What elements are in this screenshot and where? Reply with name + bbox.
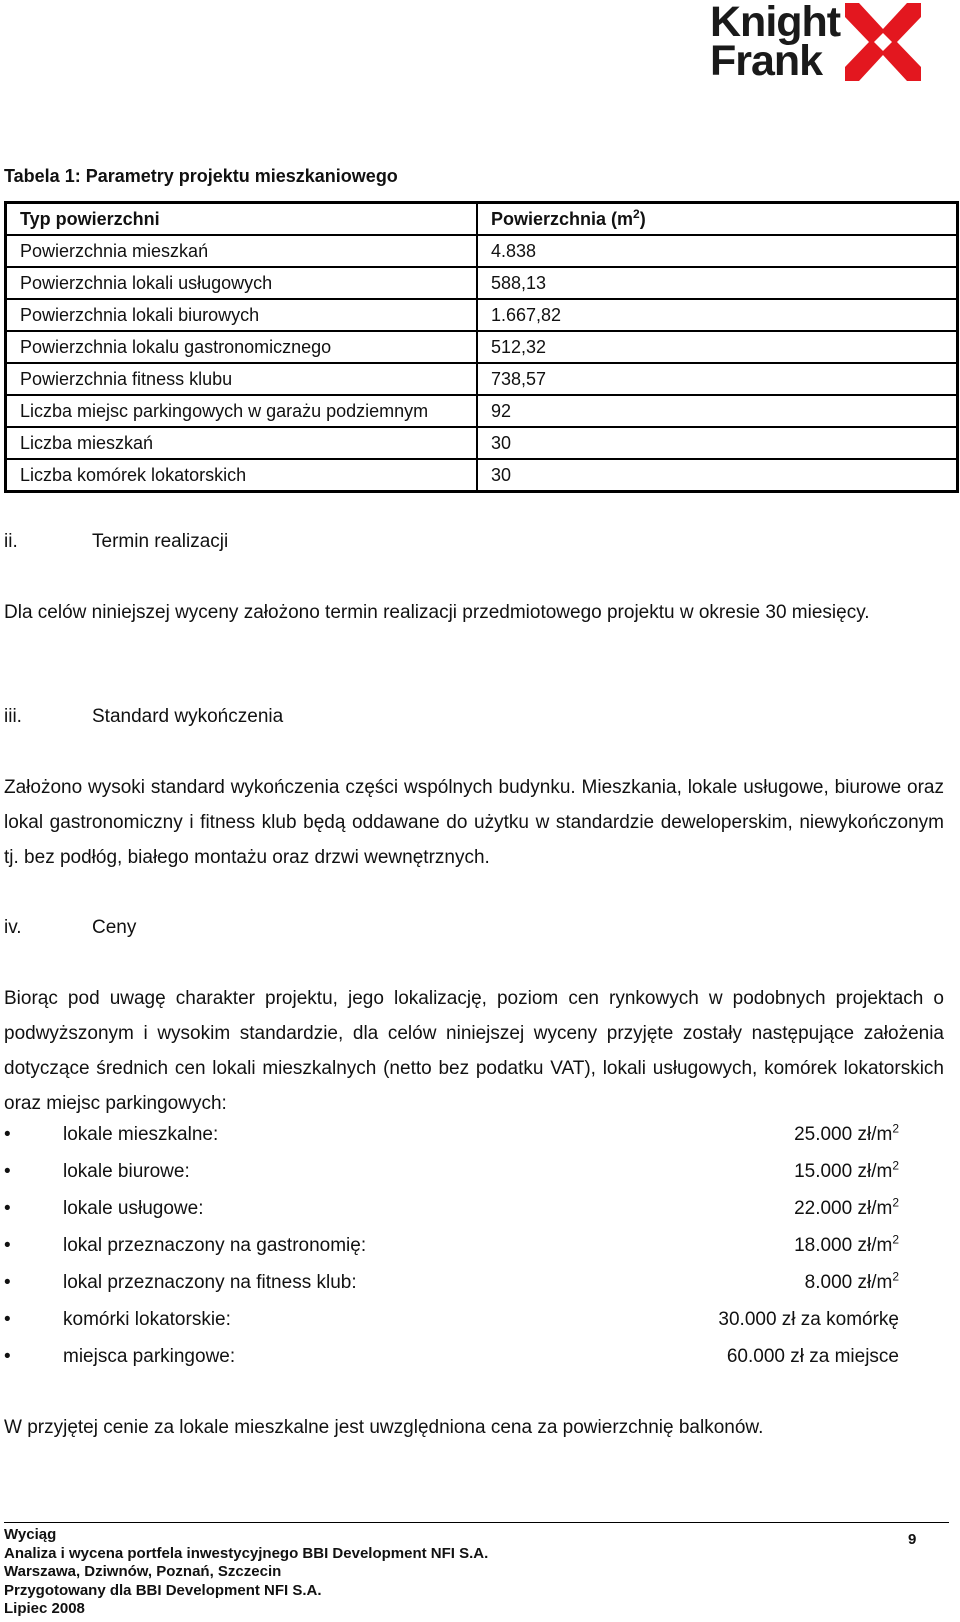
table-row — [6, 459, 958, 492]
table-cell-value: 588,13 — [477, 267, 958, 299]
section-number: iii. — [4, 706, 22, 727]
table-cell-label: Powierzchnia mieszkań — [6, 235, 478, 267]
table-cell-label: Liczba miejsc parkingowych w garażu podziemnym — [6, 395, 478, 427]
table-cell-value: 92 — [477, 395, 958, 427]
footer-line-4: Przygotowany dla BBI Development NFI S.A. — [4, 1581, 322, 1599]
bullet-icon: • — [4, 1272, 11, 1293]
list-item — [4, 1195, 899, 1235]
section-title: Ceny — [92, 917, 137, 938]
footer-divider — [4, 1522, 949, 1523]
footer-line-2: Analiza i wycena portfela inwestycyjnego BBI Development NFI S.A. — [4, 1544, 489, 1562]
price-value: 30.000 zł za komórkę — [718, 1309, 899, 1330]
price-value: 8.000 $zł/m^2$ — [804, 1269, 899, 1293]
price-label: lokale biurowe: — [63, 1161, 190, 1182]
price-label: komórki lokatorskie: — [63, 1309, 231, 1330]
price-value: 25.000 $zł/m^2$ — [794, 1121, 899, 1145]
logo-word-frank: Frank — [710, 37, 823, 85]
table-row — [6, 299, 958, 331]
project-parameters-table — [4, 201, 959, 493]
list-item — [4, 1158, 899, 1198]
footer-line-5: Lipiec 2008 — [4, 1600, 85, 1617]
bullet-icon: • — [4, 1346, 11, 1367]
table-cell-value: 30 — [477, 427, 958, 459]
list-item — [4, 1232, 899, 1272]
price-value: 22.000 $zł/m^2$ — [794, 1195, 899, 1219]
price-list — [4, 1121, 899, 1383]
bullet-icon: • — [4, 1235, 11, 1256]
price-value: 15.000 $zł/m^2$ — [794, 1158, 899, 1182]
paragraph-prices: Biorąc pod uwagę charakter projektu, jego lokalizację, poziom cen rynkowych w podobnych projektach o podwyższonym i wysokim standardzie, dla celów niniejszej wyceny przyjęte zostały następujące założenia dotyczące średnich cen lokali mieszkalnych (netto bez podatku VAT), lokali usługowych, komórek lokatorskich oraz miejsc parkingowych: — [4, 988, 944, 1114]
paragraph-finish-standard: Założono wysoki standard wykończenia części wspólnych budynku. Mieszkania, lokale usługowe, biurowe oraz lokal gastronomiczny i fitness klub będą oddawane do użytku w standardzie deweloperskim, niewykończonym tj. bez podłóg, białego montażu oraz drzwi wewnętrznych. — [4, 777, 944, 868]
logo-word-knight: Knight — [710, 0, 841, 46]
header-surface-type: Typ powierzchni — [6, 203, 478, 236]
list-item — [4, 1346, 899, 1383]
list-item — [4, 1309, 899, 1346]
price-label: lokal przeznaczony na fitness klub: — [63, 1272, 357, 1293]
price-label: lokale mieszkalne: — [63, 1124, 219, 1145]
table-row — [6, 267, 958, 299]
bullet-icon: • — [4, 1309, 11, 1330]
table-row — [6, 235, 958, 267]
table-cell-label: Powierzchnia lokalu gastronomicznego — [6, 331, 478, 363]
price-value: 18.000 $zł/m^2$ — [794, 1232, 899, 1256]
table-cell-value: 4.838 — [477, 235, 958, 267]
section-title: Termin realizacji — [92, 531, 229, 552]
table-cell-label: Liczba mieszkań — [6, 427, 478, 459]
bullet-icon: • — [4, 1198, 11, 1219]
paragraph-balcony-note: W przyjętej cenie za lokale mieszkalne jest uwzględniona cena za powierzchnię balkonów. — [4, 1417, 764, 1438]
price-label: miejsca parkingowe: — [63, 1346, 236, 1367]
footer-line-3: Warszawa, Dziwnów, Poznań, Szczecin — [4, 1563, 282, 1580]
section-number: iv. — [4, 917, 22, 938]
section-number: ii. — [4, 531, 18, 552]
page-footer — [4, 1526, 488, 1619]
table-caption: Tabela 1: Parametry projektu mieszkaniowego — [4, 166, 398, 186]
table-cell-value: 738,57 — [477, 363, 958, 395]
table-cell-value: 512,32 — [477, 331, 958, 363]
bullet-icon: • — [4, 1161, 11, 1182]
table-cell-value: 30 — [477, 459, 958, 492]
logo-mark-icon — [845, 3, 921, 81]
price-value: 60.000 zł za miejsce — [726, 1346, 899, 1367]
table-cell-label: Powierzchnia fitness klubu — [6, 363, 478, 395]
table-row — [6, 363, 958, 395]
header-surface-area: Powierzchnia $(m^2)$ — [477, 203, 958, 236]
table-cell-value: 1.667,82 — [477, 299, 958, 331]
footer-line-1: Wyciąg — [4, 1526, 57, 1543]
table-cell-label: Liczba komórek lokatorskich — [6, 459, 478, 492]
table-cell-label: Powierzchnia lokali usługowych — [6, 267, 478, 299]
list-item — [4, 1121, 899, 1161]
table-cell-label: Powierzchnia lokali biurowych — [6, 299, 478, 331]
table-header-row — [6, 203, 958, 236]
section-title: Standard wykończenia — [92, 706, 284, 727]
knight-frank-logo — [710, 0, 935, 86]
price-label: lokale usługowe: — [63, 1198, 204, 1219]
table-row — [6, 395, 958, 427]
paragraph-timeline: Dla celów niniejszej wyceny założono termin realizacji przedmiotowego projektu w okresie 30 miesięcy. — [4, 602, 870, 623]
page-number: 9 — [908, 1531, 917, 1548]
price-label: lokal przeznaczony na gastronomię: — [63, 1235, 367, 1256]
table-row — [6, 427, 958, 459]
table-row — [6, 331, 958, 363]
bullet-icon: • — [4, 1124, 11, 1145]
list-item — [4, 1269, 899, 1309]
